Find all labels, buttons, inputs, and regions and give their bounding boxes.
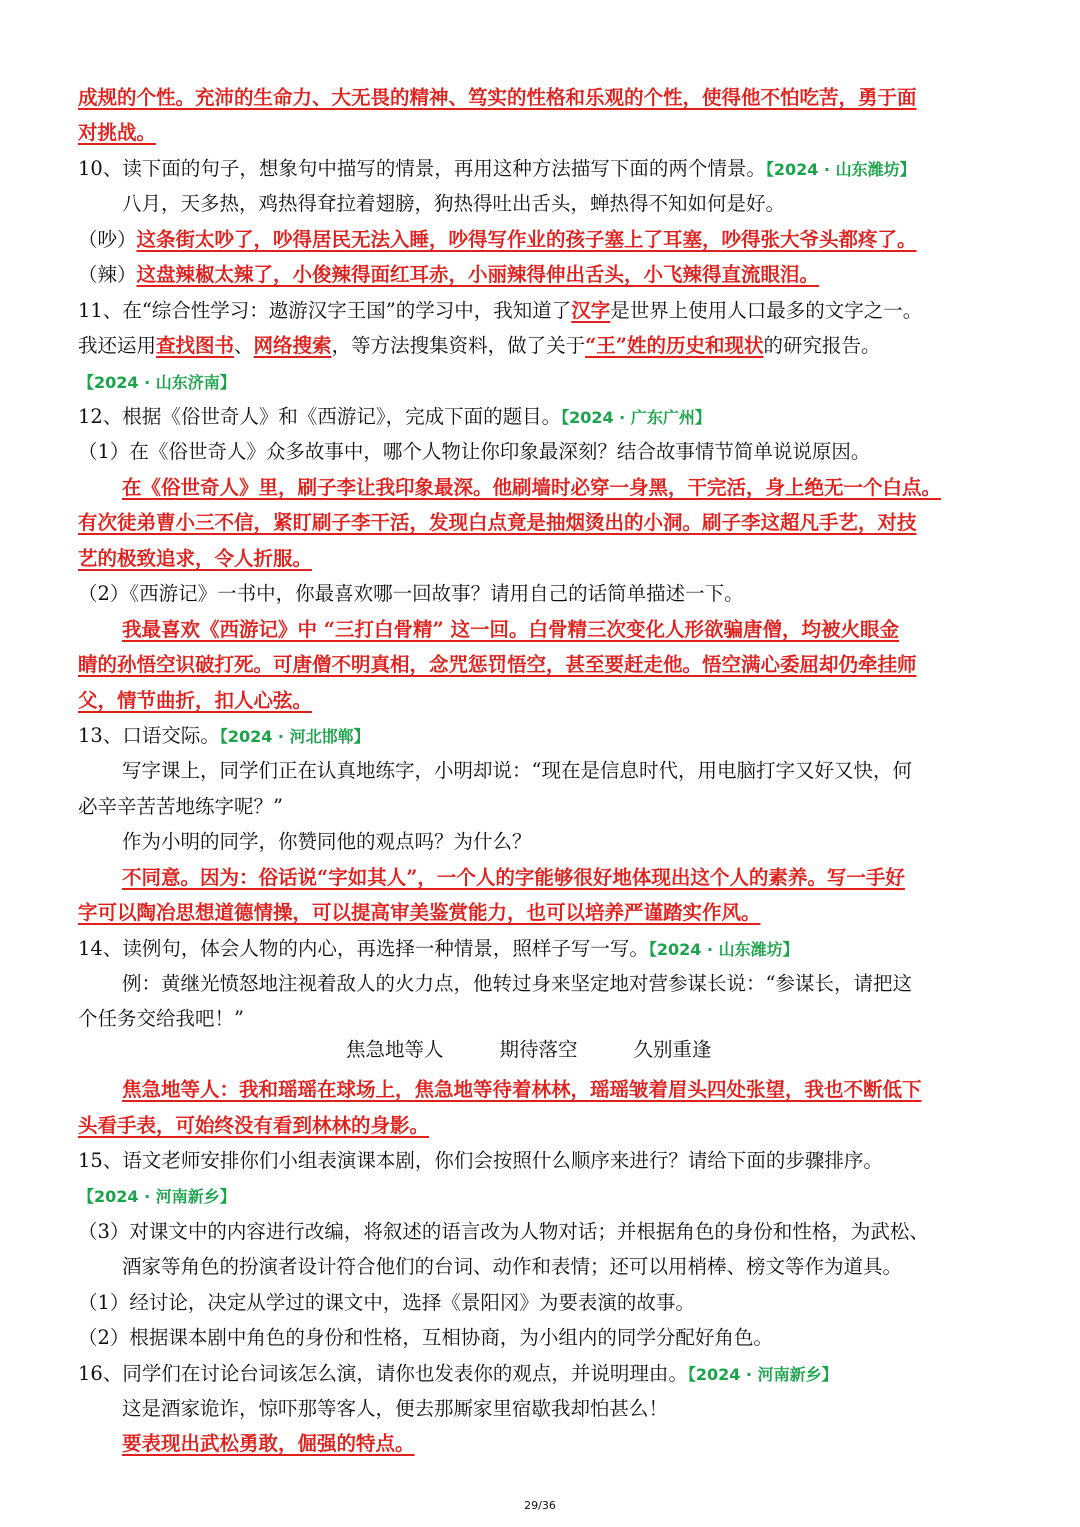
q14-choices: [346, 1036, 712, 1064]
question-15: 15、语文老师安排你们小组表演课本剧，你们会按照什么顺序来进行？请给下面的步骤排序。: [78, 1149, 883, 1172]
answer-line: 头看手表，可始终没有看到林林的身影。: [78, 1114, 430, 1137]
answer-line: 成规的个性。充沛的生命力、大无畏的精神、笃实的性格和乐观的个性，使得他不怕吃苦，勇于面: [78, 86, 917, 109]
answer-line: 我最喜欢《西游记》中 “三打白骨精” 这一回。白骨精三次变化人形欲骗唐僧，均被火眼金: [122, 618, 900, 641]
question-11-cont: 我还运用查找图书、网络搜索，等方法搜集资料，做了关于“王”姓的历史和现状的研究报告。: [78, 334, 881, 357]
answer-line: 要表现出武松勇敢，倔强的特点。: [122, 1432, 415, 1455]
question-14: 14、读例句，体会人物的内心，再选择一种情景，照样子写一写。【2024 · 山东潍坊】: [78, 937, 799, 960]
source-tag: 【2024 · 河北邯郸】: [219, 727, 370, 746]
q15-step-1: （1）经讨论，决定从学过的课文中，选择《景阳冈》为要表演的故事。: [78, 1291, 695, 1314]
choice: 久别重逢: [633, 1038, 712, 1061]
question-12: 12、根据《俗世奇人》和《西游记》，完成下面的题目。【2024 · 广东广州】: [78, 405, 711, 428]
choice: 期待落空: [499, 1038, 578, 1061]
q10-answer-b: （辣）这盘辣椒太辣了，小俊辣得面红耳赤，小丽辣得伸出舌头，小飞辣得直流眼泪。: [78, 263, 820, 286]
q11-source: [78, 368, 1008, 398]
answer-line: 在《俗世奇人》里，刷子李让我印象最深。他刷墙时必穿一身黑，干完活，身上绝无一个白点。: [122, 476, 942, 499]
source-tag: 【2024 · 广东广州】: [561, 408, 711, 427]
answer-line: 睛的孙悟空识破打死。可唐僧不明真相，念咒惩罚悟空，甚至要赶走他。悟空满心委屈却仍牵挂师: [78, 653, 917, 676]
answer-line: 焦急地等人：我和瑶瑶在球场上，焦急地等待着林林，瑶瑶皱着眉头四处张望，我也不断低下: [122, 1078, 922, 1101]
q16-quote: 这是酒家诡诈，惊吓那等客人，便去那厮家里宿歇我却怕甚么！: [122, 1397, 669, 1420]
q10-example: 八月，天多热，鸡热得耷拉着翅膀，狗热得吐出舌头，蝉热得不知如何是好。: [122, 192, 786, 215]
q14-example: 例：黄继光愤怒地注视着敌人的火力点，他转过身来坚定地对营参谋长说：“参谋长，请把这: [122, 972, 912, 995]
question-16: 16、同学们在讨论台词该怎么演，请你也发表你的观点，并说明理由。【2024 · 河南新乡】: [78, 1362, 838, 1385]
source-tag: 【2024 · 山东潍坊】: [765, 160, 916, 179]
q15-source: [78, 1182, 1008, 1212]
q12-part-1: （1）在《俗世奇人》众多故事中，哪个人物让你印象最深刻？结合故事情节简单说说原因。: [78, 440, 871, 463]
question-10: 10、读下面的句子，想象句中描写的情景，再用这种方法描写下面的两个情景。【2024 · 山东潍坊】: [78, 157, 916, 180]
q14-example: 个任务交给我吧！”: [78, 1007, 244, 1030]
q15-step-2: （2）根据课本剧中角色的身份和性格，互相协商，为小组内的同学分配好角色。: [78, 1326, 773, 1349]
question-13: 13、口语交际。【2024 · 河北邯郸】: [78, 724, 370, 747]
q15-step-3: （3）对课文中的内容进行改编，将叙述的语言改为人物对话；并根据角色的身份和性格，为武松、: [78, 1220, 929, 1243]
answer-line: 父，情节曲折，扣人心弦。: [78, 689, 313, 712]
source-tag: 【2024 · 河南新乡】: [78, 1187, 236, 1206]
answer-line: 对挑战。: [78, 121, 157, 144]
q12-part-2: （2）《西游记》一书中，你最喜欢哪一回故事？请用自己的话简单描述一下。: [78, 582, 744, 605]
page-number: 29/36: [524, 1499, 556, 1512]
answer-line: 不同意。因为：俗话说“字如其人”，一个人的字能够很好地体现出这个人的素养。写一手好: [122, 866, 905, 889]
answer-line: 有次徒弟曹小三不信，紧盯刷子李干活，发现白点竟是抽烟烫出的小洞。刷子李这超凡手艺，对技: [78, 511, 917, 534]
source-tag: 【2024 · 河南新乡】: [687, 1365, 838, 1384]
q10-answer-a: （吵）这条街太吵了，吵得居民无法入睡，吵得写作业的孩子塞上了耳塞，吵得张大爷头都疼了。: [78, 228, 917, 251]
source-tag: 【2024 · 山东济南】: [78, 373, 236, 392]
q13-passage: 必辛辛苦苦地练字呢？”: [78, 795, 283, 818]
choice: 焦急地等人: [346, 1038, 444, 1061]
answer-line: 字可以陶冶思想道德情操，可以提高审美鉴赏能力，也可以培养严谨踏实作风。: [78, 901, 761, 924]
q13-passage: 写字课上，同学们正在认真地练字，小明却说：“现在是信息时代，用电脑打字又好又快，何: [122, 759, 912, 782]
question-11: 11、在“综合性学习：遨游汉字王国”的学习中，我知道了汉字是世界上使用人口最多的文字之一。: [78, 299, 923, 322]
q15-step-3-cont: 酒家等角色的扮演者设计符合他们的台词、动作和表情；还可以用梢棒、榜文等作为道具。: [122, 1255, 903, 1278]
source-tag: 【2024 · 山东潍坊】: [648, 940, 799, 959]
q13-prompt: 作为小明的同学，你赞同他的观点吗？为什么？: [122, 830, 532, 853]
answer-line: 艺的极致追求，令人折服。: [78, 547, 313, 570]
